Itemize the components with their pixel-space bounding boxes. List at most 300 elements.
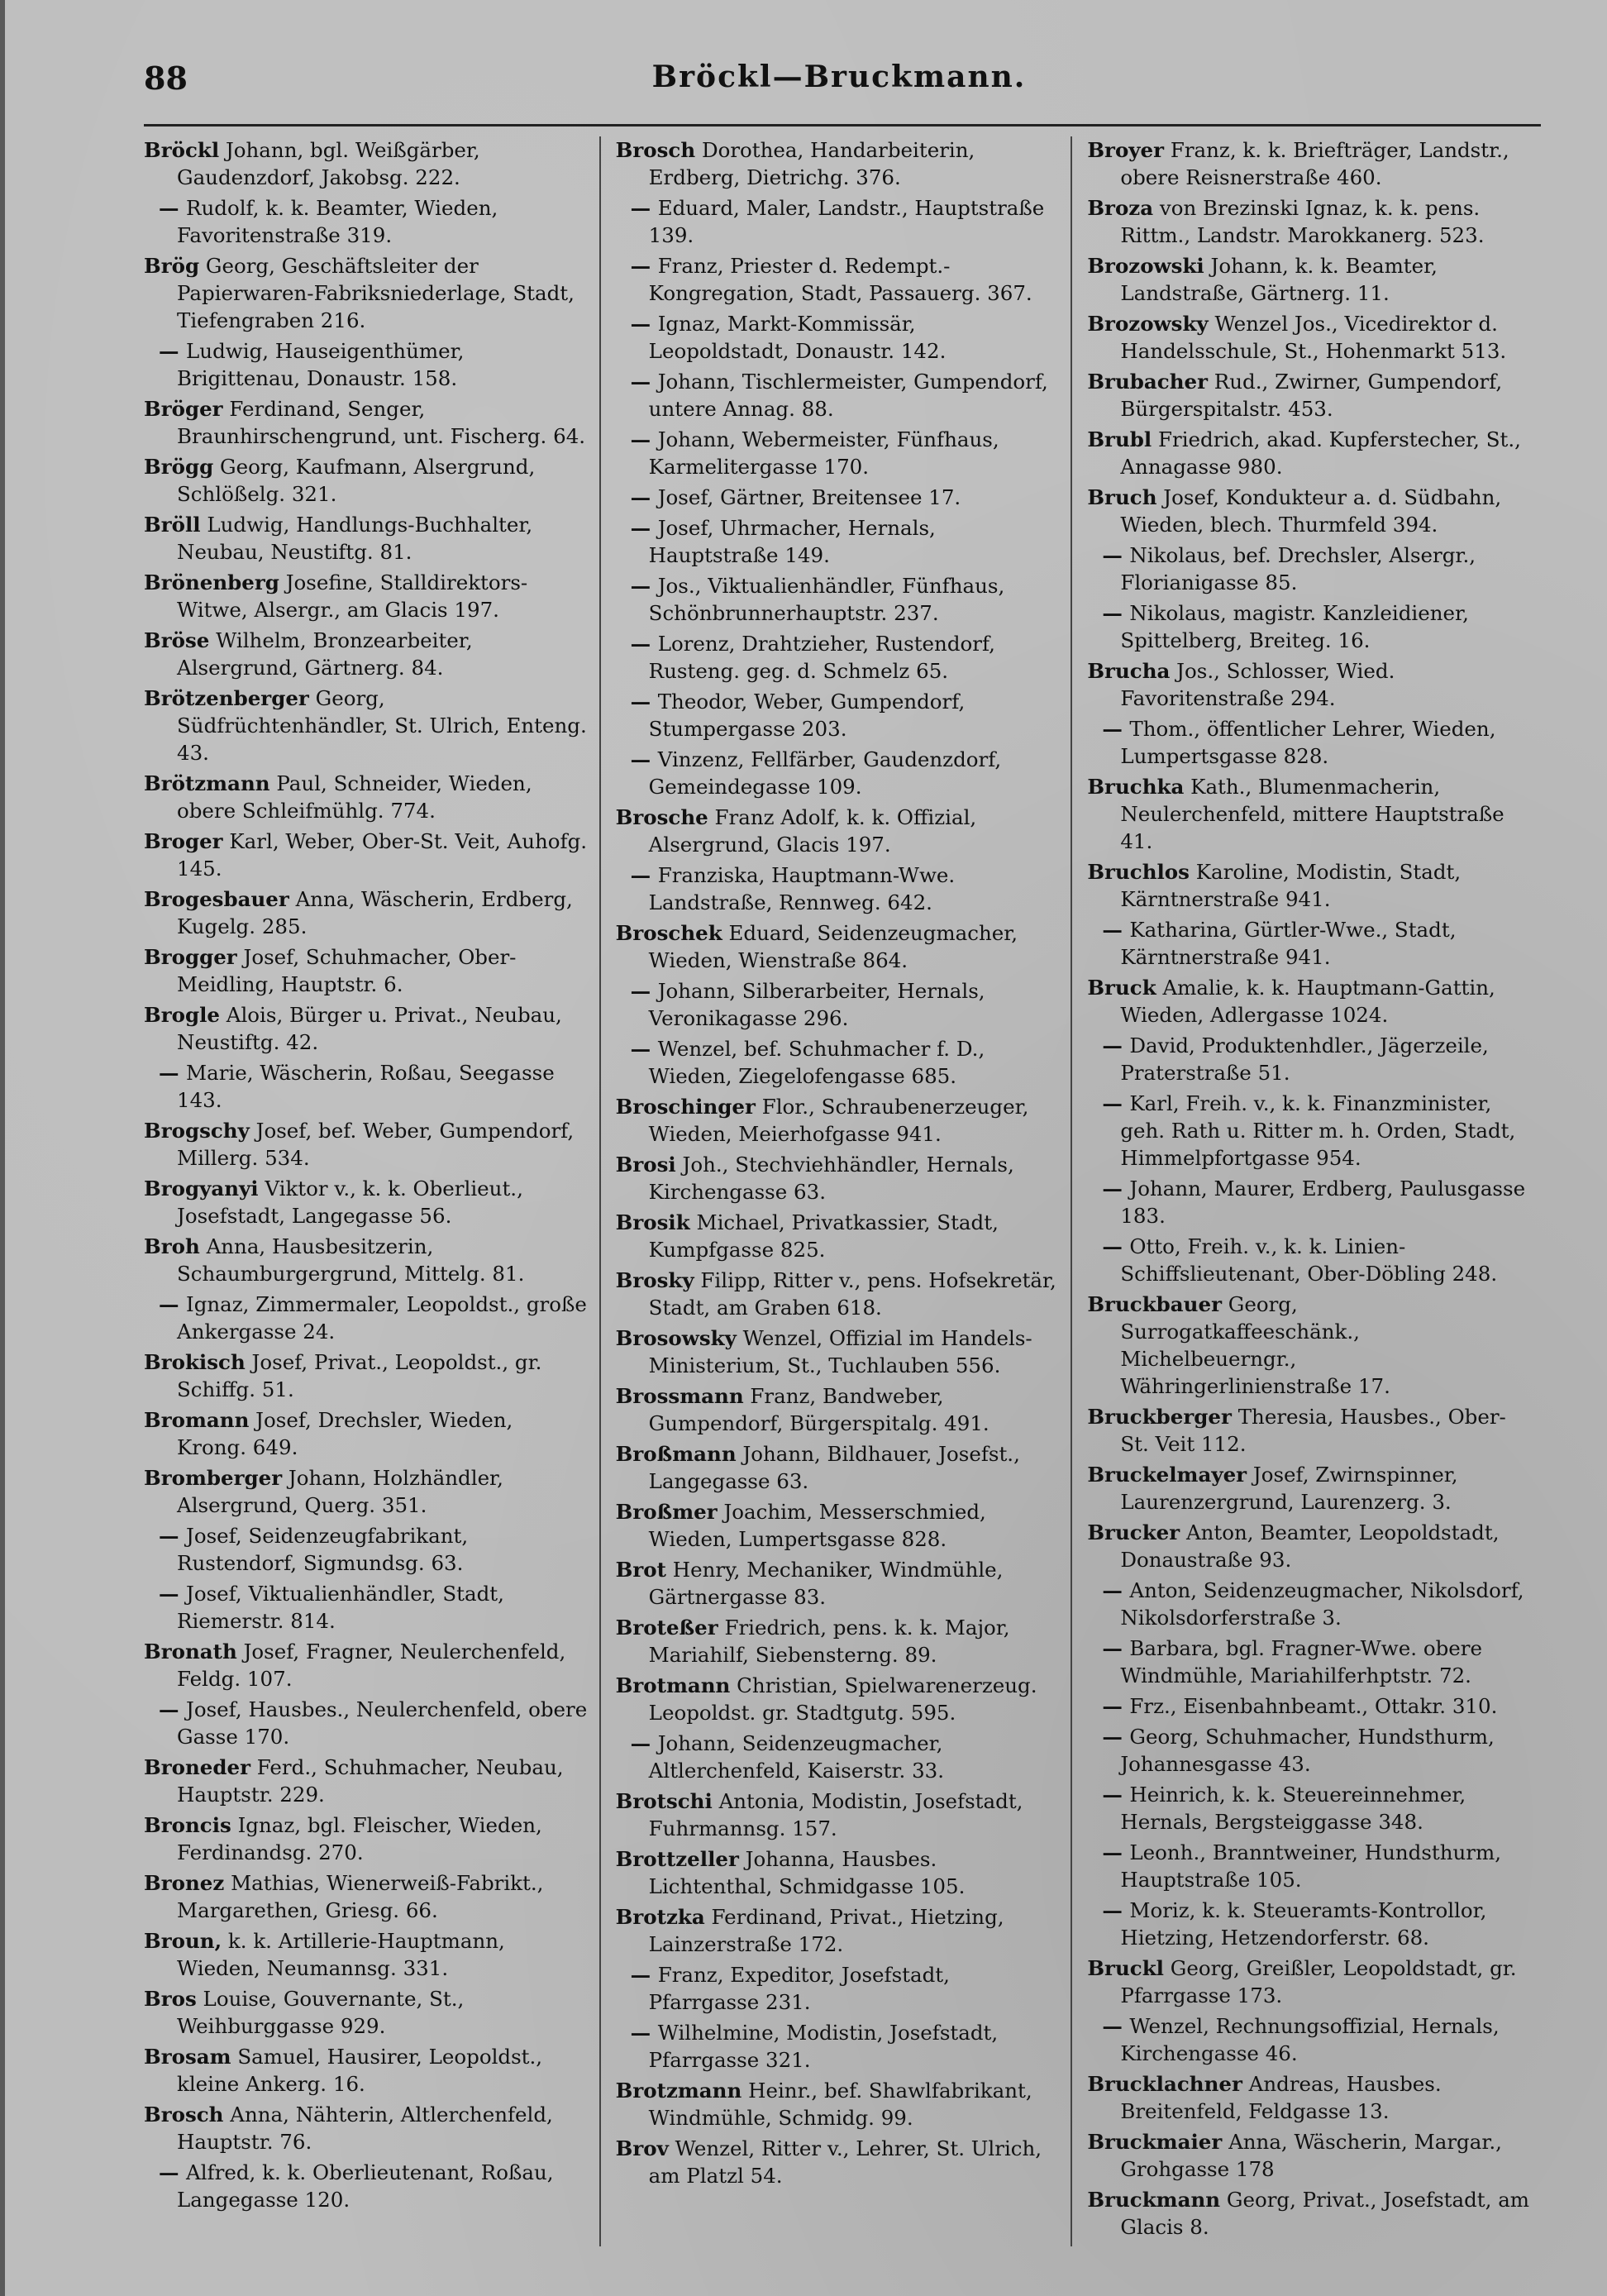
- ditto-dash: —: [1102, 1578, 1130, 1602]
- directory-subentry: [1087, 1233, 1531, 1287]
- entry-details: Johann, k. k. Beamter, Landstraße, Gärtnerg. 11.: [1120, 254, 1438, 305]
- directory-entry: [1087, 484, 1531, 538]
- directory-entry: [144, 511, 588, 566]
- ditto-dash: —: [630, 863, 658, 887]
- ditto-dash: —: [159, 1292, 187, 1316]
- directory-subentry: [1087, 1692, 1531, 1720]
- entry-details: Otto, Freih. v., k. k. Linien-Schiffslieutenant, Ober-Döbling 248.: [1120, 1234, 1498, 1286]
- directory-subentry: [616, 1035, 1060, 1090]
- entry-details: Franz Adolf, k. k. Offizial, Alsergrund, Glacis 197.: [648, 805, 977, 857]
- entry-details: Johann, bgl. Weißgärber, Gaudenzdorf, Jakobsg. 222.: [177, 138, 480, 189]
- directory-entry: [144, 885, 588, 940]
- entry-details: Wenzel, bef. Schuhmacher f. D., Wieden, Ziegelofengasse 685.: [648, 1037, 985, 1088]
- entry-details: Samuel, Hausirer, Leopoldst., kleine Ankerg. 16.: [177, 2045, 543, 2096]
- entry-details: Josef, Schuhmacher, Ober-Meidling, Hauptstr. 6.: [177, 945, 517, 996]
- entry-details: Henry, Mechaniker, Windmühle, Gärtnergasse 83.: [648, 1558, 1004, 1609]
- entry-details: Johann, Webermeister, Fünfhaus, Karmelitergasse 170.: [648, 427, 999, 479]
- ditto-dash: —: [1102, 1177, 1130, 1201]
- entry-surname: Bronath: [144, 1640, 237, 1664]
- directory-entry: [144, 1638, 588, 1692]
- entry-surname: Bruchlos: [1087, 860, 1190, 884]
- entry-details: Joachim, Messerschmied, Wieden, Lumpertsgasse 828.: [648, 1500, 986, 1551]
- entry-surname: Bruchka: [1087, 775, 1185, 799]
- entry-details: Mathias, Wienerweiß-Fabrikt., Margarethen, Griesg. 66.: [177, 1871, 544, 1922]
- directory-entry: [144, 569, 588, 623]
- directory-subentry: [616, 977, 1060, 1032]
- entry-details: Josef, bef. Weber, Gumpendorf, Millerg. 534.: [177, 1119, 575, 1170]
- entry-surname: Brotzmann: [615, 2079, 742, 2103]
- ditto-dash: —: [1102, 1898, 1130, 1922]
- entry-details: Barbara, bgl. Fragner-Wwe. obere Windmühle, Mariahilferhptstr. 72.: [1120, 1636, 1482, 1687]
- entry-details: Joh., Stechviehhändler, Hernals, Kirchengasse 63.: [648, 1153, 1014, 1204]
- directory-subentry: [1087, 1897, 1531, 1951]
- entry-details: Josef, Drechsler, Wieden, Krong. 649.: [177, 1408, 513, 1459]
- entry-details: Ferdinand, Senger, Braunhirschengrund, unt. Fischerg. 64.: [177, 397, 586, 448]
- directory-subentry: [616, 194, 1060, 249]
- ditto-dash: —: [630, 979, 658, 1003]
- ditto-dash: —: [630, 690, 658, 714]
- directory-entry: [144, 1117, 588, 1172]
- directory-entry: [144, 1754, 588, 1808]
- directory-subentry: [616, 862, 1060, 916]
- entry-details: Georg, Surrogatkaffeeschänk., Michelbeuerngr., Währingerlinienstraße 17.: [1120, 1292, 1390, 1398]
- directory-subentry: [144, 1291, 588, 1345]
- entry-details: Wenzel, Ritter v., Lehrer, St. Ulrich, am Platzl 54.: [648, 2136, 1042, 2188]
- directory-entry: [144, 1001, 588, 1056]
- directory-subentry: [1087, 1781, 1531, 1835]
- directory-entry: [144, 136, 588, 191]
- entry-details: Georg, Kaufmann, Alsergrund, Schlößelg. 321.: [177, 455, 536, 506]
- entry-surname: Broyer: [1087, 138, 1165, 162]
- entry-details: Johanna, Hausbes. Lichtenthal, Schmidgasse 105.: [648, 1847, 966, 1898]
- ditto-dash: —: [159, 196, 187, 220]
- directory-subentry: [616, 1730, 1060, 1784]
- ditto-dash: —: [1102, 543, 1130, 567]
- entry-details: Josef, Fragner, Neulerchenfeld, Feldg. 107.: [177, 1640, 566, 1691]
- entry-surname: Broza: [1087, 196, 1154, 220]
- entry-surname: Broncis: [144, 1813, 231, 1837]
- ditto-dash: —: [159, 339, 187, 363]
- entry-details: Thom., öffentlicher Lehrer, Wieden, Lumpertsgasse 828.: [1120, 717, 1496, 768]
- entry-details: Ignaz, bgl. Fleischer, Wieden, Ferdinandsg. 270.: [177, 1813, 542, 1864]
- ditto-dash: —: [1102, 601, 1130, 625]
- ditto-dash: —: [159, 1524, 187, 1548]
- directory-entry: [616, 1556, 1060, 1611]
- directory-subentry: [1087, 1839, 1531, 1893]
- entry-details: Josef, Seidenzeugfabrikant, Rustendorf, Sigmundsg. 63.: [177, 1524, 469, 1575]
- entry-details: Wilhelm, Bronzearbeiter, Alsergrund, Gärtnerg. 84.: [177, 628, 473, 680]
- entry-surname: Broßmann: [615, 1442, 737, 1466]
- entry-details: Paul, Schneider, Wieden, obere Schleifmühlg. 774.: [177, 771, 532, 823]
- directory-subentry: [144, 1522, 588, 1577]
- directory-entry: [144, 1233, 588, 1287]
- directory-subentry: [144, 194, 588, 249]
- columns: [129, 136, 1543, 2246]
- directory-entry: [616, 919, 1060, 974]
- directory-subentry: [144, 2159, 588, 2213]
- ditto-dash: —: [1102, 1694, 1130, 1718]
- entry-surname: Brossmann: [615, 1384, 744, 1408]
- entry-surname: Brötzmann: [144, 771, 270, 795]
- directory-subentry: [616, 630, 1060, 685]
- page-number: 88: [144, 60, 188, 97]
- ditto-dash: —: [630, 747, 658, 771]
- directory-subentry: [616, 426, 1060, 480]
- entry-surname: Brogyanyi: [144, 1177, 259, 1201]
- entry-details: Frz., Eisenbahnbeamt., Ottakr. 310.: [1129, 1694, 1498, 1718]
- entry-details: Georg, Greißler, Leopoldstadt, gr. Pfarrgasse 173.: [1120, 1956, 1517, 2007]
- entry-surname: Bruckmaier: [1087, 2130, 1223, 2154]
- entry-details: Katharina, Gürtler-Wwe., Stadt, Kärntnerstraße 941.: [1120, 918, 1457, 969]
- entry-surname: Bröse: [144, 628, 210, 652]
- directory-entry: [1087, 1461, 1531, 1516]
- ditto-dash: —: [1102, 1725, 1130, 1749]
- directory-subentry: [616, 310, 1060, 365]
- ditto-dash: —: [630, 1037, 658, 1061]
- column-2: [599, 136, 1071, 2246]
- ditto-dash: —: [159, 1582, 187, 1606]
- entry-details: Karl, Weber, Ober-St. Veit, Auhofg. 145.: [177, 829, 588, 881]
- directory-subentry: [1087, 1032, 1531, 1086]
- entry-details: Ferdinand, Privat., Hietzing, Lainzerstraße 172.: [648, 1905, 1004, 1956]
- directory-subentry: [616, 572, 1060, 627]
- directory-subentry: [1087, 1723, 1531, 1778]
- entry-details: von Brezinski Ignaz, k. k. pens. Rittm., Landstr. Marokkanerg. 523.: [1120, 196, 1485, 247]
- header-rule: [144, 124, 1541, 126]
- entry-details: Nikolaus, bef. Drechsler, Alsergr., Florianigasse 85.: [1120, 543, 1476, 594]
- entry-details: David, Produktenhdler., Jägerzeile, Praterstraße 51.: [1120, 1033, 1489, 1085]
- entry-details: Josef, Gärtner, Breitensee 17.: [657, 485, 961, 509]
- ditto-dash: —: [630, 485, 658, 509]
- entry-details: Theresia, Hausbes., Ober-St. Veit 112.: [1120, 1405, 1506, 1456]
- entry-surname: Bros: [144, 1987, 197, 2011]
- directory-entry: [1087, 2070, 1531, 2125]
- ditto-dash: —: [630, 312, 658, 336]
- entry-surname: Bruck: [1087, 976, 1156, 1000]
- entry-details: Josef, Uhrmacher, Hernals, Hauptstraße 149.: [648, 516, 936, 567]
- directory-entry: [616, 1440, 1060, 1495]
- directory-entry: [144, 2043, 588, 2098]
- directory-entry: [616, 1903, 1060, 1958]
- entry-details: Eduard, Maler, Landstr., Hauptstraße 139.: [648, 196, 1045, 247]
- entry-details: Anton, Seidenzeugmacher, Nikolsdorf, Nikolsdorferstraße 3.: [1120, 1578, 1524, 1630]
- directory-subentry: [144, 1580, 588, 1635]
- entry-details: Heinrich, k. k. Steuereinnehmer, Hernals, Bergsteiggasse 348.: [1120, 1783, 1466, 1834]
- ditto-dash: —: [1102, 1033, 1130, 1057]
- entry-details: Georg, Geschäftsleiter der Papierwaren-Fabriksniederlage, Stadt, Tiefengraben 216.: [177, 254, 575, 332]
- entry-surname: Broschinger: [615, 1095, 756, 1119]
- entry-details: Franz, Expeditor, Josefstadt, Pfarrgasse 231.: [648, 1963, 950, 2014]
- page-header: [137, 60, 1541, 117]
- entry-surname: Brucklachner: [1087, 2072, 1242, 2096]
- entry-details: Franz, Priester d. Redempt.-Kongregation, Stadt, Passauerg. 367.: [648, 254, 1032, 305]
- ditto-dash: —: [630, 1731, 658, 1755]
- entry-surname: Broschek: [615, 921, 722, 945]
- directory-subentry: [144, 1696, 588, 1750]
- entry-details: Lorenz, Drahtzieher, Rustendorf, Rusteng. geg. d. Schmelz 65.: [648, 632, 995, 683]
- directory-entry: [616, 1209, 1060, 1263]
- ditto-dash: —: [630, 427, 658, 451]
- entry-details: Ignaz, Markt-Kommissär, Leopoldstadt, Donaustr. 142.: [648, 312, 947, 363]
- entry-details: Johann, Silberarbeiter, Hernals, Veronikagasse 296.: [648, 979, 985, 1030]
- directory-subentry: [616, 368, 1060, 422]
- entry-details: Josef, Viktualienhändler, Stadt, Riemerstr. 814.: [177, 1582, 504, 1633]
- entry-details: Johann, Holzhändler, Alsergrund, Querg. 351.: [177, 1466, 503, 1517]
- ditto-dash: —: [1102, 918, 1130, 942]
- directory-subentry: [616, 252, 1060, 307]
- entry-details: Anna, Wäscherin, Margar., Grohgasse 178: [1120, 2130, 1502, 2181]
- directory-entry: [144, 395, 588, 450]
- directory-subentry: [1087, 1090, 1531, 1172]
- entry-details: Marie, Wäscherin, Roßau, Seegasse 143.: [177, 1061, 555, 1112]
- directory-entry: [1087, 1291, 1531, 1400]
- entry-details: Karoline, Modistin, Stadt, Kärntnerstraße 941.: [1120, 860, 1462, 911]
- ditto-dash: —: [630, 196, 658, 220]
- directory-subentry: [616, 2019, 1060, 2074]
- directory-entry: [616, 804, 1060, 858]
- ditto-dash: —: [630, 1963, 658, 1987]
- directory-entry: [144, 1985, 588, 2040]
- directory-entry: [144, 1464, 588, 1519]
- entry-surname: Broteßer: [615, 1616, 718, 1640]
- entry-surname: Brögg: [144, 455, 214, 479]
- entry-details: Viktor v., k. k. Oberlieut., Josefstadt, Langegasse 56.: [177, 1177, 523, 1228]
- entry-details: Wenzel Jos., Vicedirektor d. Handelsschule, St., Hohenmarkt 513.: [1120, 312, 1507, 363]
- entry-details: Ferd., Schuhmacher, Neubau, Hauptstr. 229.: [177, 1755, 564, 1807]
- directory-subentry: [144, 1059, 588, 1114]
- entry-surname: Bruckmann: [1087, 2188, 1221, 2212]
- directory-entry: [616, 1788, 1060, 1842]
- entry-surname: Bruckl: [1087, 1956, 1164, 1980]
- directory-entry: [1087, 252, 1531, 307]
- ditto-dash: —: [1102, 1636, 1130, 1660]
- entry-details: Christian, Spielwarenerzeug. Leopoldst. gr. Stadtgutg. 595.: [648, 1673, 1037, 1725]
- entry-surname: Brogesbauer: [144, 887, 289, 911]
- directory-subentry: [1087, 1175, 1531, 1229]
- entry-details: Rudolf, k. k. Beamter, Wieden, Favoritenstraße 319.: [177, 196, 498, 247]
- entry-surname: Brozowski: [1087, 254, 1204, 278]
- directory-subentry: [616, 746, 1060, 800]
- directory-entry: [144, 770, 588, 824]
- ditto-dash: —: [1102, 1840, 1130, 1864]
- entry-details: Ignaz, Zimmermaler, Leopoldst., große Ankergasse 24.: [177, 1292, 587, 1344]
- directory-subentry: [616, 688, 1060, 742]
- entry-details: Wenzel, Offizial im Handels-Ministerium, St., Tuchlauben 556.: [648, 1326, 1032, 1377]
- entry-details: Andreas, Hausbes. Breitenfeld, Feldgasse 13.: [1120, 2072, 1442, 2123]
- ditto-dash: —: [1102, 1234, 1130, 1258]
- entry-surname: Bruch: [1087, 485, 1157, 509]
- entry-surname: Brot: [615, 1558, 666, 1582]
- entry-surname: Brozowsky: [1087, 312, 1209, 336]
- directory-entry: [1087, 858, 1531, 913]
- entry-details: Ludwig, Hauseigenthümer, Brigittenau, Donaustr. 158.: [177, 339, 465, 390]
- directory-entry: [616, 1382, 1060, 1437]
- entry-details: Anton, Beamter, Leopoldstadt, Donaustraße 93.: [1120, 1520, 1500, 1572]
- entry-surname: Brogle: [144, 1003, 220, 1027]
- ditto-dash: —: [630, 254, 658, 278]
- entry-details: Alois, Bürger u. Privat., Neubau, Neustiftg. 42.: [177, 1003, 562, 1054]
- entry-surname: Brokisch: [144, 1350, 246, 1374]
- directory-subentry: [1087, 715, 1531, 770]
- entry-details: Ludwig, Handlungs-Buchhalter, Neubau, Neustiftg. 81.: [177, 513, 533, 564]
- directory-subentry: [1087, 916, 1531, 971]
- entry-details: Flor., Schraubenerzeuger, Wieden, Meierhofgasse 941.: [648, 1095, 1029, 1146]
- entry-details: Josefine, Stalldirektors-Witwe, Alsergr., am Glacis 197.: [177, 570, 528, 622]
- entry-details: Georg, Südfrüchtenhändler, St. Ulrich, Enteng. 43.: [177, 686, 587, 765]
- directory-subentry: [1087, 1577, 1531, 1631]
- directory-entry: [144, 1348, 588, 1403]
- entry-details: Vinzenz, Fellfärber, Gaudenzdorf, Gemeindegasse 109.: [648, 747, 1002, 799]
- directory-subentry: [616, 484, 1060, 511]
- entry-details: Theodor, Weber, Gumpendorf, Stumpergasse 203.: [648, 690, 966, 741]
- entry-details: Josef, Kondukteur a. d. Südbahn, Wieden, blech. Thurmfeld 394.: [1120, 485, 1502, 537]
- entry-surname: Brucker: [1087, 1520, 1180, 1544]
- entry-details: Jos., Schlosser, Wied. Favoritenstraße 294.: [1120, 659, 1395, 710]
- ditto-dash: —: [630, 516, 658, 540]
- ditto-dash: —: [1102, 1091, 1130, 1115]
- directory-entry: [144, 685, 588, 766]
- ditto-dash: —: [159, 1697, 187, 1721]
- entry-details: Antonia, Modistin, Josefstadt, Fuhrmannsg. 157.: [648, 1789, 1023, 1840]
- entry-surname: Brotschi: [615, 1789, 713, 1813]
- directory-entry: [144, 828, 588, 882]
- directory-entry: [616, 2135, 1060, 2189]
- directory-entry: [616, 1151, 1060, 1205]
- ditto-dash: —: [630, 574, 658, 598]
- entry-details: Josef, Zwirnspinner, Laurenzergrund, Laurenzerg. 3.: [1120, 1463, 1458, 1514]
- entry-details: Johann, Seidenzeugmacher, Altlerchenfeld, Kaiserstr. 33.: [648, 1731, 945, 1783]
- entry-details: k. k. Artillerie-Hauptmann, Wieden, Neumannsg. 331.: [177, 1929, 505, 1980]
- entry-surname: Brogschy: [144, 1119, 250, 1143]
- entry-details: Georg, Schuhmacher, Hundsthurm, Johannesgasse 43.: [1120, 1725, 1495, 1776]
- entry-surname: Brosch: [615, 138, 696, 162]
- entry-details: Jos., Viktualienhändler, Fünfhaus, Schönbrunnerhauptstr. 237.: [648, 574, 1005, 625]
- directory-entry: [1087, 1955, 1531, 2009]
- entry-details: Filipp, Ritter v., pens. Hofsekretär, Stadt, am Graben 618.: [648, 1268, 1056, 1320]
- directory-subentry: [1087, 1635, 1531, 1689]
- entry-surname: Brosik: [615, 1210, 690, 1234]
- entry-surname: Brosche: [615, 805, 708, 829]
- entry-surname: Broun,: [144, 1929, 222, 1953]
- entry-details: Friedrich, pens. k. k. Major, Mariahilf, Siebensterng. 89.: [648, 1616, 1010, 1667]
- entry-surname: Broßmer: [615, 1500, 718, 1524]
- entry-details: Franz, k. k. Briefträger, Landstr., obere Reisnerstraße 460.: [1120, 138, 1509, 189]
- entry-details: Josef, Privat., Leopoldst., gr. Schiffg. 51.: [177, 1350, 542, 1401]
- entry-surname: Brotmann: [615, 1673, 731, 1697]
- entry-details: Heinr., bef. Shawlfabrikant, Windmühle, Schmidg. 99.: [648, 2079, 1032, 2130]
- directory-entry: [616, 1498, 1060, 1553]
- entry-details: Johann, Bildhauer, Josefst., Langegasse 63.: [648, 1442, 1020, 1493]
- entry-surname: Brogger: [144, 945, 237, 969]
- entry-details: Leonh., Branntweiner, Hundsthurm, Hauptstraße 105.: [1120, 1840, 1502, 1892]
- entry-surname: Bröll: [144, 513, 201, 537]
- entry-surname: Brosky: [615, 1268, 694, 1292]
- entry-surname: Bromann: [144, 1408, 250, 1432]
- directory-entry: [144, 1812, 588, 1866]
- ditto-dash: —: [630, 632, 658, 656]
- directory-entry: [144, 1175, 588, 1229]
- ditto-dash: —: [630, 2021, 658, 2045]
- directory-entry: [144, 1927, 588, 1982]
- entry-details: Friedrich, akad. Kupferstecher, St., Annagasse 980.: [1120, 427, 1521, 479]
- directory-entry: [144, 453, 588, 508]
- directory-entry: [144, 627, 588, 681]
- entry-surname: Brötzenberger: [144, 686, 309, 710]
- entry-details: Wenzel, Rechnungsoffizial, Hernals, Kirchengasse 46.: [1120, 2014, 1500, 2065]
- entry-details: Anna, Nähterin, Altlerchenfeld, Hauptstr. 76.: [177, 2103, 553, 2154]
- entry-surname: Brov: [615, 2136, 669, 2160]
- entry-surname: Broger: [144, 829, 223, 853]
- entry-details: Amalie, k. k. Hauptmann-Gattin, Wieden, Adlergasse 1024.: [1120, 976, 1495, 1027]
- directory-subentry: [616, 514, 1060, 569]
- directory-subentry: [1087, 2012, 1531, 2067]
- entry-details: Moriz, k. k. Steueramts-Kontrollor, Hietzing, Hetzendorferstr. 68.: [1120, 1898, 1487, 1950]
- directory-subentry: [144, 337, 588, 392]
- entry-details: Karl, Freih. v., k. k. Finanzminister, geh. Rath u. Ritter m. h. Orden, Stadt, Himmelpfortgasse 954.: [1120, 1091, 1516, 1170]
- directory-entry: [616, 2077, 1060, 2131]
- entry-details: Louise, Gouvernante, St., Weihburggasse 929.: [177, 1987, 465, 2038]
- entry-details: Johann, Maurer, Erdberg, Paulusgasse 183.: [1120, 1177, 1526, 1228]
- directory-entry: [1087, 773, 1531, 855]
- entry-surname: Brubl: [1087, 427, 1152, 451]
- directory-entry: [1087, 2186, 1531, 2241]
- directory-entry: [616, 1845, 1060, 1900]
- column-1: [129, 136, 599, 2246]
- directory-entry: [1087, 368, 1531, 422]
- directory-entry: [616, 1267, 1060, 1321]
- directory-entry: [1087, 2128, 1531, 2183]
- entry-surname: Brönenberg: [144, 570, 279, 594]
- directory-entry: [144, 252, 588, 334]
- ditto-dash: —: [159, 2160, 187, 2184]
- entry-surname: Brosowsky: [615, 1326, 737, 1350]
- entry-surname: Bruckberger: [1087, 1405, 1232, 1429]
- entry-details: Michael, Privatkassier, Stadt, Kumpfgasse 825.: [648, 1210, 999, 1262]
- directory-subentry: [1087, 599, 1531, 654]
- entry-details: Josef, Hausbes., Neulerchenfeld, obere Gasse 170.: [177, 1697, 588, 1749]
- directory-entry: [144, 1406, 588, 1461]
- entry-details: Eduard, Seidenzeugmacher, Wieden, Wienstraße 864.: [648, 921, 1018, 972]
- entry-details: Alfred, k. k. Oberlieutenant, Roßau, Langegasse 120.: [177, 2160, 554, 2212]
- entry-surname: Brotzka: [615, 1905, 705, 1929]
- directory-entry: [1087, 194, 1531, 249]
- directory-entry: [1087, 426, 1531, 480]
- entry-surname: Brög: [144, 254, 200, 278]
- ditto-dash: —: [159, 1061, 187, 1085]
- ditto-dash: —: [630, 370, 658, 394]
- entry-details: Georg, Privat., Josefstadt, am Glacis 8.: [1120, 2188, 1530, 2239]
- entry-surname: Bruckbauer: [1087, 1292, 1222, 1316]
- entry-details: Wilhelmine, Modistin, Josefstadt, Pfarrgasse 321.: [648, 2021, 999, 2072]
- directory-entry: [1087, 136, 1531, 191]
- directory-entry: [616, 1672, 1060, 1726]
- directory-entry: [144, 943, 588, 998]
- ditto-dash: —: [1102, 1783, 1130, 1807]
- directory-entry: [616, 136, 1060, 191]
- entry-details: Anna, Hausbesitzerin, Schaumburgergrund, Mittelg. 81.: [177, 1234, 525, 1286]
- entry-details: Kath., Blumenmacherin, Neulerchenfeld, mittere Hauptstraße 41.: [1120, 775, 1504, 853]
- running-title: Bröckl—Bruckmann.: [651, 60, 1027, 94]
- entry-surname: Brosch: [144, 2103, 224, 2127]
- directory-entry: [1087, 657, 1531, 712]
- directory-entry: [144, 2101, 588, 2155]
- directory-entry: [144, 1869, 588, 1924]
- entry-details: Rud., Zwirner, Gumpendorf, Bürgerspitalstr. 453.: [1120, 370, 1503, 421]
- directory-entry: [616, 1093, 1060, 1148]
- entry-surname: Brosi: [615, 1153, 676, 1177]
- directory-subentry: [616, 1961, 1060, 2016]
- directory-entry: [1087, 1403, 1531, 1458]
